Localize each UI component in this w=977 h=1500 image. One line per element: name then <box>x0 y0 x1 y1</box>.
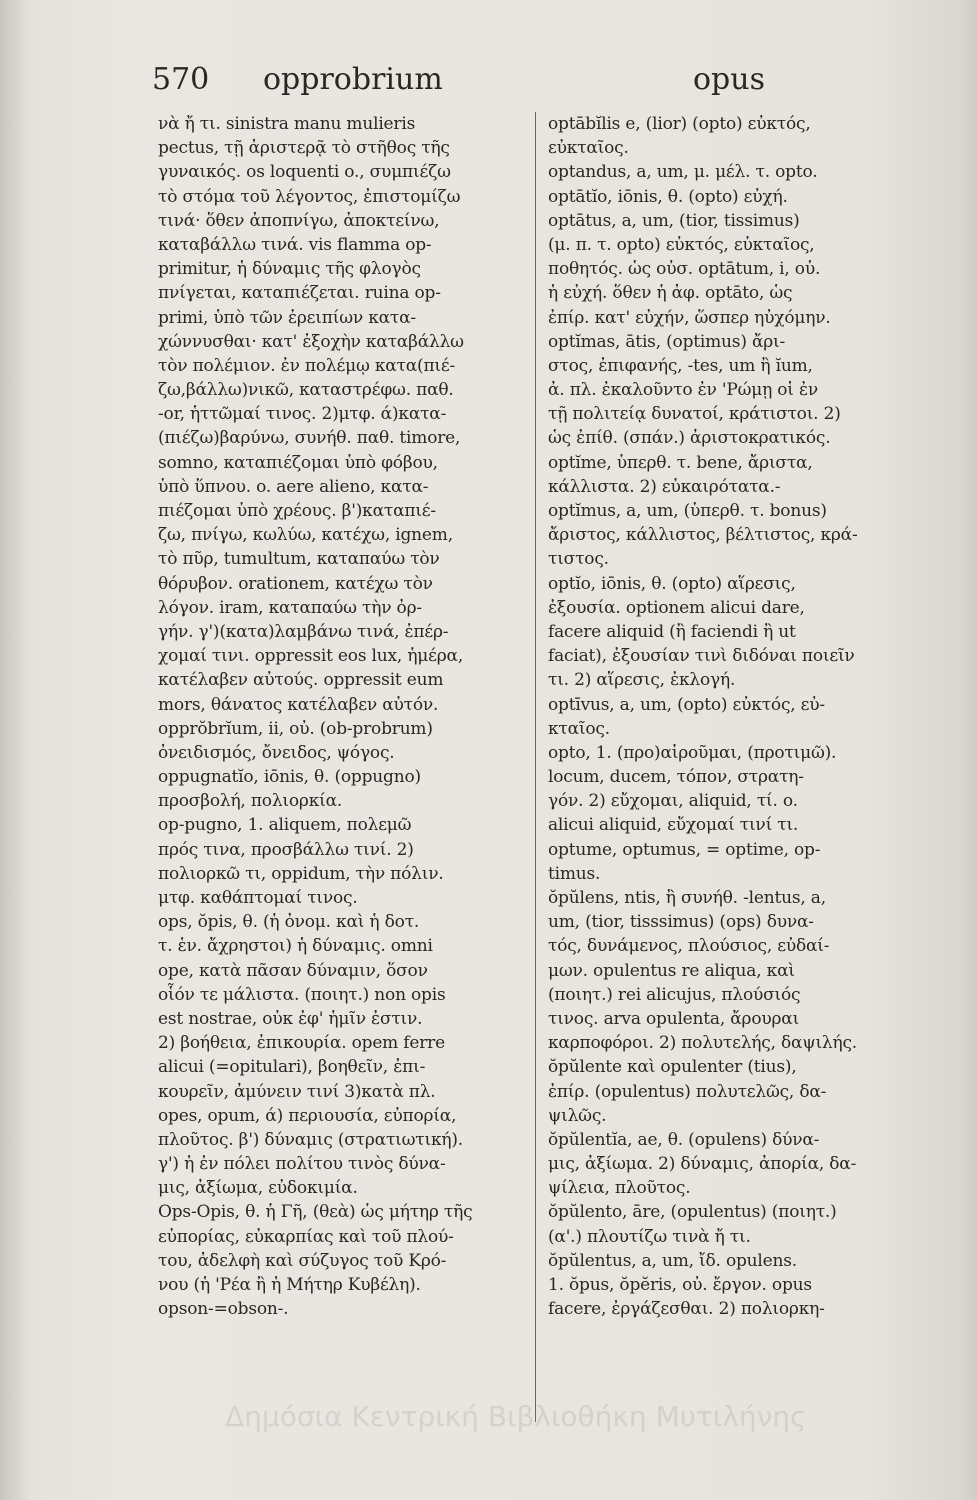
dictionary-line: alicui aliquid, εὔχομαί τινί τι. <box>548 815 799 836</box>
dictionary-line: ἄριστος, κάλλιστος, βέλτιστος, κρά- <box>548 525 858 546</box>
dictionary-line: μτφ. καθάπτομαί τινος. <box>158 888 358 908</box>
dictionary-line: ἡ εὐχή. ὅθεν ἡ ἀφ. optāto, ὡς <box>548 283 793 304</box>
right-column <box>548 112 940 1321</box>
dictionary-line: λόγον. iram, καταπαύω τὴν ὀρ- <box>158 597 422 618</box>
dictionary-line: um, (tior, tisssimus) (ops) δυνα- <box>548 912 814 933</box>
dictionary-line: ψίλεια, πλοῦτος. <box>548 1178 691 1199</box>
dictionary-line: (μ. π. τ. opto) εὐκτός, εὐκταῖος, <box>548 234 815 255</box>
dictionary-line: opprŏbrĭum, ii, οὐ. (ob-probrum) <box>158 718 433 739</box>
dictionary-line: χώννυσθαι· κατ' ἐξοχὴν καταβάλλω <box>158 331 464 352</box>
dictionary-line: τὸ στόμα τοῦ λέγοντος, ἐπιστομίζω <box>158 186 461 207</box>
page-number: 570 <box>152 62 210 97</box>
dictionary-line: ψιλῶς. <box>548 1105 607 1126</box>
dictionary-line: τινά· ὅθεν ἀποπνίγω, ἀποκτείνω, <box>158 210 440 231</box>
dictionary-line: τός, δυνάμενος, πλούσιος, εὐδαί- <box>548 936 830 957</box>
dictionary-line: γόν. 2) εὔχομαι, aliquid, τί. o. <box>548 791 798 812</box>
dictionary-line: προσβολή, πολιορκία. <box>158 791 343 812</box>
dictionary-line: ζω,βάλλω)νικῶ, καταστρέφω. παθ. <box>158 380 454 401</box>
dictionary-line: -or, ἡττῶμαί τινος. 2)μτφ. ά)κατα- <box>158 404 447 425</box>
dictionary-line: ὑπὸ ὕπνου. o. aere alieno, κατα- <box>158 476 429 497</box>
dictionary-line: facere, ἐργάζεσθαι. 2) πολιορκη- <box>548 1299 825 1320</box>
dictionary-line: ops, ŏpis, θ. (ἡ ὀνομ. καὶ ἡ δοτ. <box>158 912 420 933</box>
dictionary-line: optābĭlis e, (lior) (opto) εὐκτός, <box>548 114 811 134</box>
dictionary-line: κουρεῖν, ἀμύνειν τινί 3)κατὰ πλ. <box>158 1081 436 1102</box>
dictionary-line: ŏpŭlento, āre, (opulentus) (ποιητ.) <box>548 1202 837 1223</box>
dictionary-line: τιστος. <box>548 549 609 570</box>
dictionary-line: facere aliquid (ἢ faciendi ἢ ut <box>548 621 796 642</box>
dictionary-line: ope, κατὰ πᾶσαν δύναμιν, ὅσον <box>158 960 428 981</box>
dictionary-line: optĭme, ὑπερθ. τ. bene, ἄριστα, <box>548 452 813 473</box>
dictionary-line: Ops-Opis, θ. ἡ Γῆ, (θεὰ) ὡς μήτηρ τῆς <box>158 1202 473 1223</box>
dictionary-line: ἐξουσία. optionem alicui dare, <box>548 597 805 618</box>
dictionary-line: κάλλιστα. 2) εὐκαιρότατα.- <box>548 476 781 497</box>
dictionary-line: χομαί τινι. oppressit eos lux, ἡμέρα, <box>158 646 464 667</box>
column-divider <box>535 112 536 1422</box>
dictionary-line: τῇ πολιτείᾳ δυνατοί, κράτιστοι. 2) <box>548 404 841 425</box>
dictionary-line: opto, 1. (προ)αἱροῦμαι, (προτιμῶ). <box>548 742 837 763</box>
dictionary-line: ἀ. πλ. ἐκαλοῦντο ἐν 'Ρώμῃ οἱ ἐν <box>548 380 819 401</box>
left-running-head: opprobrium <box>263 62 443 97</box>
dictionary-line: primi, ὑπὸ τῶν ἐρειπίων κατα- <box>158 307 416 328</box>
dictionary-line: optātus, a, um, (tior, tissimus) <box>548 210 800 231</box>
dictionary-line: ŏpŭlentus, a, um, ἴδ. opulens. <box>548 1250 797 1271</box>
dictionary-line: μις, ἀξίωμα. 2) δύναμις, ἀπορία, δα- <box>548 1154 857 1175</box>
dictionary-line: νου (ἡ 'Ρέα ἢ ἡ Μήτηρ Κυβέλη). <box>158 1275 421 1295</box>
right-running-head: opus <box>693 62 765 97</box>
dictionary-line: μων. opulentus re aliqua, καὶ <box>548 960 795 981</box>
dictionary-line: 2) βοήθεια, ἐπικουρία. opem ferre <box>158 1033 445 1054</box>
dictionary-line: γ') ἡ ἐν πόλει πολίτου τινὸς δύνα- <box>158 1154 446 1175</box>
dictionary-line: πρός τινα, προσβάλλω τινί. 2) <box>158 839 414 860</box>
dictionary-line: θόρυβον. orationem, κατέχω τὸν <box>158 573 433 594</box>
dictionary-line: optĭo, iōnis, θ. (opto) αἵρεσις, <box>548 573 796 594</box>
library-watermark: Δημόσια Κεντρική Βιβλιοθήκη Μυτιλήνης <box>225 1400 807 1433</box>
dictionary-line: faciat), ἐξουσίαν τινὶ διδόναι ποιεῖν <box>548 646 855 667</box>
dictionary-line: καταβάλλω τινά. vis flamma op- <box>158 234 432 255</box>
dictionary-line: somno, καταπιέζομαι ὑπὸ φόβου, <box>158 452 438 473</box>
dictionary-line: ὡς ἐπίθ. (σπάν.) ἀριστοκρατικός. <box>548 428 831 449</box>
dictionary-line: (α'.) πλουτίζω τινὰ ἤ τι. <box>548 1226 751 1247</box>
dictionary-line: κταῖος. <box>548 718 610 739</box>
dictionary-line: opson-=obson-. <box>158 1299 289 1320</box>
dictionary-line: 1. ŏpus, ŏpĕris, οὐ. ἔργον. opus <box>548 1275 812 1295</box>
dictionary-line: νὰ ἤ τι. sinistra manu mulieris <box>158 114 416 134</box>
dictionary-line: optĭmus, a, um, (ὑπερθ. τ. bonus) <box>548 501 827 521</box>
dictionary-line: ŏpŭlens, ntis, ἢ συνήθ. -lentus, a, <box>548 888 826 908</box>
dictionary-line: ἐπίρ. (opulentus) πολυτελῶς, δα- <box>548 1081 827 1102</box>
dictionary-line: οἷόν τε μάλιστα. (ποιητ.) non opis <box>158 984 446 1005</box>
dictionary-line: (ποιητ.) rei alicujus, πλούσιός <box>548 984 801 1005</box>
dictionary-line: εὐπορίας, εὐκαρπίας καὶ τοῦ πλού- <box>158 1226 454 1247</box>
dictionary-line: ἐπίρ. κατ' εὐχήν, ὥσπερ ηὐχόμην. <box>548 307 831 328</box>
dictionary-line: μις, ἀξίωμα, εὐδοκιμία. <box>158 1178 358 1199</box>
dictionary-line: ŏpŭlentĭa, ae, θ. (opulens) δύνα- <box>548 1129 820 1150</box>
dictionary-line: πλοῦτος. β') δύναμις (στρατιωτική). <box>158 1129 464 1150</box>
dictionary-line: στος, ἐπιφανής, -tes, um ἢ ĭum, <box>548 355 813 376</box>
dictionary-line: mors, θάνατος κατέλαβεν αὐτόν. <box>158 694 439 715</box>
dictionary-line: optātĭo, iōnis, θ. (opto) εὐχή. <box>548 186 788 207</box>
dictionary-line: ὀνειδισμός, ὄνειδος, ψόγος. <box>158 742 395 763</box>
dictionary-line: πνίγεται, καταπιέζεται. ruina op- <box>158 283 441 304</box>
dictionary-line: primitur, ἡ δύναμις τῆς φλογὸς <box>158 259 421 280</box>
dictionary-line: κατέλαβεν αὐτούς. oppressit eum <box>158 670 444 691</box>
dictionary-line: καρποφόροι. 2) πολυτελής, δαψιλής. <box>548 1033 858 1054</box>
dictionary-line: ŏpŭlente καὶ opulenter (tius), <box>548 1057 797 1078</box>
dictionary-line: εὐκταῖος. <box>548 138 629 159</box>
dictionary-line: πολιορκῶ τι, oppidum, τὴν πόλιν. <box>158 863 444 884</box>
dictionary-line: γυναικός. os loquenti o., συμπιέζω <box>158 162 451 183</box>
dictionary-line: τὸν πολέμιον. ἐν πολέμῳ κατα(πιέ- <box>158 355 456 376</box>
dictionary-line: τὸ πῦρ, tumultum, καταπαύω τὸν <box>158 549 440 570</box>
dictionary-line: ποθητός. ὡς οὐσ. optātum, i, οὐ. <box>548 259 821 280</box>
dictionary-line: optĭmas, ātis, (optimus) ἄρι- <box>548 331 786 352</box>
dictionary-line: γήν. γ')(κατα)λαμβάνω τινά, ἐπέρ- <box>158 621 449 642</box>
dictionary-line: timus. <box>548 863 601 884</box>
left-column <box>158 112 526 1321</box>
dictionary-line: alicui (=opitulari), βοηθεῖν, ἐπι- <box>158 1057 426 1078</box>
dictionary-line: του, ἀδελφὴ καὶ σύζυγος τοῦ Κρό- <box>158 1250 447 1271</box>
dictionary-line: τινος. arva opulenta, ἄρουραι <box>548 1008 800 1029</box>
dictionary-line: optume, optumus, = optime, op- <box>548 839 821 860</box>
dictionary-line: oppugnatĭo, iōnis, θ. (oppugno) <box>158 767 421 788</box>
dictionary-line: ζω, πνίγω, κωλύω, κατέχω, ignem, <box>158 525 453 546</box>
dictionary-line: τι. 2) αἵρεσις, ἐκλογή. <box>548 670 736 691</box>
dictionary-line: τ. ἑν. ἄχρηστοι) ἡ δύναμις. omni <box>158 936 433 957</box>
dictionary-line: opes, opum, ά) περιουσία, εὐπορία, <box>158 1105 457 1126</box>
dictionary-line: optandus, a, um, μ. μέλ. τ. opto. <box>548 162 818 183</box>
dictionary-line: op-pugno, 1. aliquem, πολεμῶ <box>158 815 412 836</box>
dictionary-line: πιέζομαι ὑπὸ χρέους. β')καταπιέ- <box>158 501 436 521</box>
dictionary-line: optīvus, a, um, (opto) εὐκτός, εὐ- <box>548 694 825 715</box>
dictionary-line: est nostrae, οὐκ ἐφ' ἡμῖν ἐστιν. <box>158 1008 423 1029</box>
dictionary-line: pectus, τῇ ἀριστερᾷ τὸ στῆθος τῆς <box>158 138 450 159</box>
dictionary-line: locum, ducem, τόπον, στρατη- <box>548 767 804 788</box>
dictionary-line: (πιέζω)βαρύνω, συνήθ. παθ. timore, <box>158 428 461 449</box>
